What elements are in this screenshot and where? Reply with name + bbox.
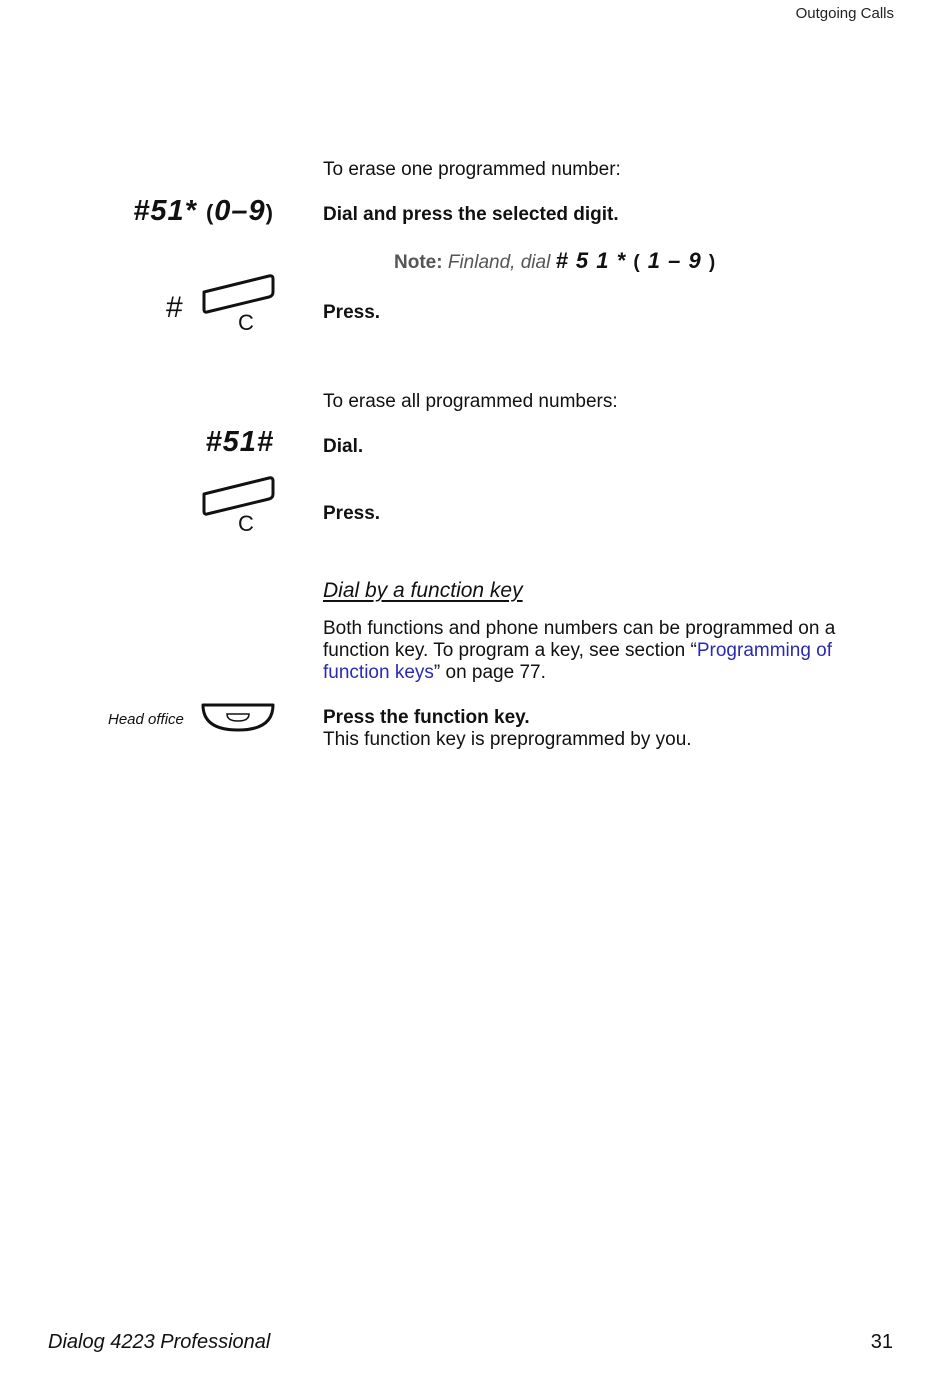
note-key-sequence	[556, 248, 717, 273]
clear-key-letter: C	[238, 511, 254, 536]
page-number: 31	[870, 1331, 893, 1353]
erase-one-intro: To erase one programmed number:	[323, 159, 621, 180]
programming-function-keys-link[interactable]: Programming of function keys	[323, 640, 833, 683]
erase-one-press-instruction: Press.	[323, 302, 381, 323]
finland-note	[394, 248, 716, 274]
erase-all-press-instruction: Press.	[323, 503, 381, 524]
hash-key-symbol: #	[166, 291, 183, 324]
note-sequence-main: # 5 1 *	[555, 248, 627, 273]
paren-open: (	[205, 200, 215, 225]
paragraph-text-before: Both functions and phone numbers can be programmed on a function key. To program a key, see section “	[323, 618, 836, 661]
press-function-key-instruction: Press the function key.	[323, 707, 530, 728]
note-paren-close: )	[708, 252, 717, 273]
function-key-detail: This function key is preprogrammed by you.	[323, 729, 692, 750]
erase-one-key-sequence	[133, 195, 274, 229]
paren-close: )	[265, 200, 274, 225]
section-heading: Dial by a function key	[323, 579, 523, 602]
note-text: Finland, dial	[447, 252, 551, 273]
erase-all-dial-instruction: Dial.	[323, 436, 364, 457]
function-key-paragraph	[323, 618, 863, 684]
erase-all-key-sequence: #51#	[205, 426, 274, 458]
note-paren-open: (	[633, 252, 641, 273]
function-key-label: Head office	[108, 711, 184, 728]
note-sequence-range: 1 – 9	[647, 248, 702, 273]
key-sequence-range: 0–9	[214, 195, 266, 227]
key-sequence-main: #51*	[133, 195, 197, 227]
erase-one-dial-instruction: Dial and press the selected digit.	[323, 204, 619, 225]
footer-title: Dialog 4223 Professional	[48, 1331, 271, 1353]
function-key-icon	[200, 702, 276, 734]
paragraph-text-after: ” on page 77.	[433, 662, 546, 683]
clear-key-letter: C	[238, 310, 254, 335]
note-label: Note:	[394, 252, 443, 273]
erase-all-intro: To erase all programmed numbers:	[323, 391, 618, 412]
running-header: Outgoing Calls	[795, 5, 894, 22]
